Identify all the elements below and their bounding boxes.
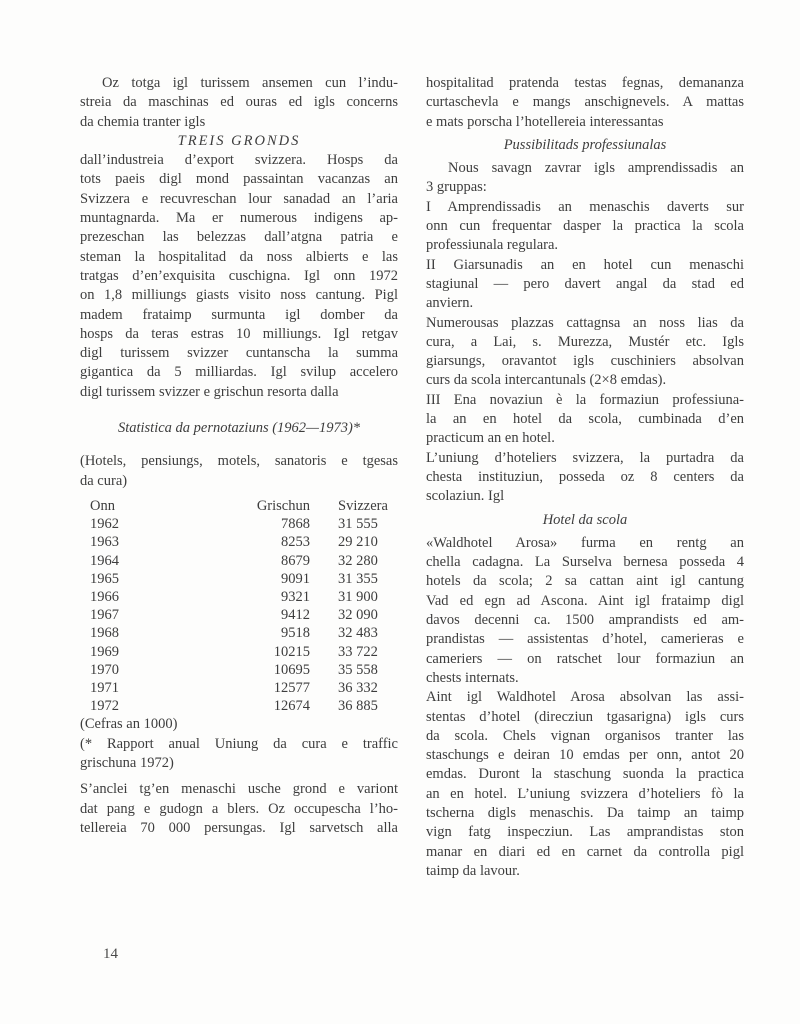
table-cell: 32 280	[338, 552, 378, 569]
table-cell: 12674	[273, 698, 310, 715]
paragraph	[80, 151, 398, 402]
table-cell: 36 885	[338, 698, 378, 715]
text-line: manar en diari ed en carnet da controlla pigl	[426, 843, 744, 860]
table-cell: 9518	[281, 625, 310, 642]
text-line: prezeschan las belezzas dall’atgna patria e	[80, 229, 398, 246]
table-cell: 31 900	[338, 588, 378, 605]
table-cell: 35 558	[338, 661, 378, 678]
section-heading: Statistica da pernotaziuns (1962—1973)*	[117, 420, 361, 437]
table-cell: 12577	[273, 679, 310, 696]
text-line: curtaschevla e mangs anschignevels. A mattas	[426, 94, 744, 111]
table-cell: 1962	[90, 516, 119, 533]
text-line: curs da scola intercantunals (2×8 emdas).	[426, 372, 667, 389]
text-line: hosps da teras estras 10 milliungs. Igl retgav	[80, 325, 398, 342]
text-line: I Amprendissadis an menaschis daverts sur	[426, 198, 744, 215]
table-cell: 1964	[90, 552, 119, 569]
pernotaziuns-stats-table	[80, 497, 388, 715]
text-line: chesta instituziun, posseda oz 8 centers da	[426, 468, 744, 485]
text-line: professiunala regulara.	[426, 237, 559, 254]
section-heading: Pussibilitads professiunalas	[503, 136, 667, 153]
text-line: da chemia tranter igls	[80, 113, 206, 130]
text-line: S’anclei tg’en menaschi usche grond e variont	[80, 781, 398, 798]
text-line: streia da maschinas ed ouras ed igls concerns	[80, 94, 398, 111]
table-cell: 1965	[90, 570, 119, 587]
text-line: Vad ed egn ad Ascona. Aint igl frataimp digl	[426, 592, 744, 609]
table-row	[80, 606, 388, 624]
text-line: da cura)	[80, 472, 128, 489]
text-line: Svizzera e recuvreschan lour sanadad an l’aria	[80, 190, 398, 207]
text-line: 3 gruppas:	[426, 179, 487, 196]
table-cell: 1969	[90, 643, 119, 660]
text-line: Numerousas plazzas cattagnsa an noss lias da	[426, 314, 744, 331]
table-row	[80, 624, 388, 642]
text-line: (* Rapport anual Uniung da cura e traffic	[80, 735, 398, 752]
table-cell: 1966	[90, 588, 119, 605]
table-cell: 1972	[90, 698, 119, 715]
table-row	[80, 679, 388, 697]
column-header: Svizzera	[338, 497, 388, 514]
text-line: staschungs e deiran 10 emdas per onn, antot 20	[426, 747, 744, 764]
text-line: digl turissem svizzer cuntanscha la summa	[80, 345, 398, 362]
table-cell: 33 722	[338, 643, 378, 660]
paragraph	[426, 534, 744, 881]
right-column	[426, 74, 744, 881]
table-cell: 32 090	[338, 607, 378, 624]
text-line: onn cun frequentar dasper la practica la scola	[426, 218, 744, 235]
table-cell: 1971	[90, 679, 119, 696]
text-line: tratgas d’en’exquisita cuschigna. Igl onn 1972	[80, 267, 398, 284]
text-line: scolaziun. Igl	[426, 488, 505, 505]
text-line: prandistas — assistentas d’hotel, camerieras e	[426, 631, 744, 648]
text-line: madem frataimp surmunta igl domber da	[80, 306, 398, 323]
table-cell: 1968	[90, 625, 119, 642]
table-cell: 8253	[281, 534, 310, 551]
paragraph	[80, 715, 398, 734]
table-cell: 1970	[90, 661, 119, 678]
table-cell: 32 483	[338, 625, 378, 642]
text-line: cameriers — on ratschet lour formaziun an	[426, 650, 744, 667]
table-row	[80, 643, 388, 661]
text-line: «Waldhotel Arosa» furma en rentg an	[426, 534, 744, 551]
text-line: emdas. Duront la staschung suonda la practica	[426, 766, 744, 783]
table-row	[80, 697, 388, 715]
column-header: Onn	[90, 497, 115, 514]
text-line: hospitalitad pratenda testas fegnas, demananza	[426, 75, 744, 91]
table-cell: 10695	[273, 661, 310, 678]
text-line: L’uniung d’hoteliers svizzera, la purtadra da	[426, 449, 744, 466]
text-line: II Giarsunadis an en hotel cun menaschi	[426, 256, 744, 273]
section-heading: Hotel da scola	[542, 511, 628, 528]
text-line: muntagnarda. Ma er numerous indigens ap-	[80, 210, 398, 227]
text-line: dat pang e gudogn a blers. Oz occupescha l’ho-	[80, 800, 398, 817]
text-line: Oz totga igl turissem ansemen cun l’indu-	[102, 75, 398, 91]
text-line: giarsungs, oravantot igls cuschiniers absolvan	[426, 353, 744, 370]
table-cell: 9091	[281, 570, 310, 587]
table-row	[80, 661, 388, 679]
text-line: chests internats.	[426, 669, 519, 686]
table-cell: 9412	[281, 607, 310, 624]
table-row	[80, 570, 388, 588]
text-line: Nous savagn zavrar igls amprendissadis an	[448, 160, 744, 177]
text-line: stentas d’hotel (direcziun tgasarigna) igls curs	[426, 708, 744, 725]
table-cell: 31 355	[338, 570, 378, 587]
page-number: 14	[103, 946, 118, 962]
text-line: III Ena novaziun è la formaziun professiuna-	[426, 391, 744, 408]
text-line: practicum an en hotel.	[426, 430, 555, 447]
text-line: on 1,8 milliungs giasts visito noss cantung. Pigl	[80, 287, 398, 304]
text-line: anviern.	[426, 295, 474, 312]
text-line: e mats porscha l’hotellereia interessantas	[426, 113, 664, 130]
paragraph	[80, 780, 398, 838]
text-line: grischuna 1972)	[80, 754, 174, 771]
table-cell: 1963	[90, 534, 119, 551]
text-line: steman la hospitalitad da noss albierts e las	[80, 248, 398, 265]
paragraph	[80, 735, 398, 774]
left-column	[80, 74, 398, 881]
section-heading: TREIS GRONDS	[177, 132, 301, 149]
table-cell: 31 555	[338, 516, 378, 533]
table-cell: 9321	[281, 588, 310, 605]
text-line: gigantica da 5 milliardas. Igl svilup accelero	[80, 364, 398, 381]
table-cell: 10215	[273, 643, 310, 660]
table-header-row	[80, 497, 388, 515]
text-line: (Hotels, pensiungs, motels, sanatoris e tgesas	[80, 453, 398, 470]
text-line: tots paeis digl mond passaintan vacanzas an	[80, 171, 398, 188]
table-cell: 36 332	[338, 679, 378, 696]
table-cell: 8679	[281, 552, 310, 569]
table-cell: 29 210	[338, 534, 378, 551]
table-row	[80, 588, 388, 606]
text-line: dall’industreia d’export svizzera. Hosps da	[80, 152, 398, 169]
text-line: da scola. Chels vignan organisos tranter las	[426, 727, 744, 744]
table-row	[80, 515, 388, 533]
text-line: taimp da lavour.	[426, 862, 520, 879]
paragraph	[426, 159, 744, 506]
text-line: la an en hotel da scola, cumbinada d’en	[426, 411, 744, 428]
text-line: an en hotel. L’uniung svizzera d’hoteliers fò la	[426, 785, 744, 802]
table-cell: 1967	[90, 607, 119, 624]
text-line: digl turissem svizzer e grischun resorta dalla	[80, 383, 339, 400]
text-line: davos decenni ca. 1500 amprandists ed am-	[426, 612, 744, 629]
paragraph	[80, 452, 398, 491]
table-row	[80, 552, 388, 570]
text-line: (Cefras an 1000)	[80, 716, 178, 733]
paragraph	[426, 74, 744, 132]
text-line: vign fatg inspecziun. Las amprandistas ston	[426, 824, 744, 841]
text-line: tscherna digls menaschis. Da taimp an taimp	[426, 804, 744, 821]
text-line: tellereia 70 000 persungas. Igl sarvetsch alla	[80, 819, 398, 836]
table-row	[80, 533, 388, 551]
text-line: chella cadagna. La Surselva bernesa posseda 4	[426, 554, 744, 571]
text-line: stagiunal — pero davert angal da stad ed	[426, 275, 744, 292]
paragraph	[80, 74, 398, 132]
text-line: cura, a Lai, s. Murezza, Mustér etc. Igls	[426, 333, 744, 350]
text-line: hotels da scola; 2 sa cattan aint igl cantung	[426, 573, 744, 590]
text-line: Aint igl Waldhotel Arosa absolvan las assi-	[426, 689, 744, 706]
column-header: Grischun	[256, 497, 310, 514]
table-cell: 7868	[281, 516, 310, 533]
